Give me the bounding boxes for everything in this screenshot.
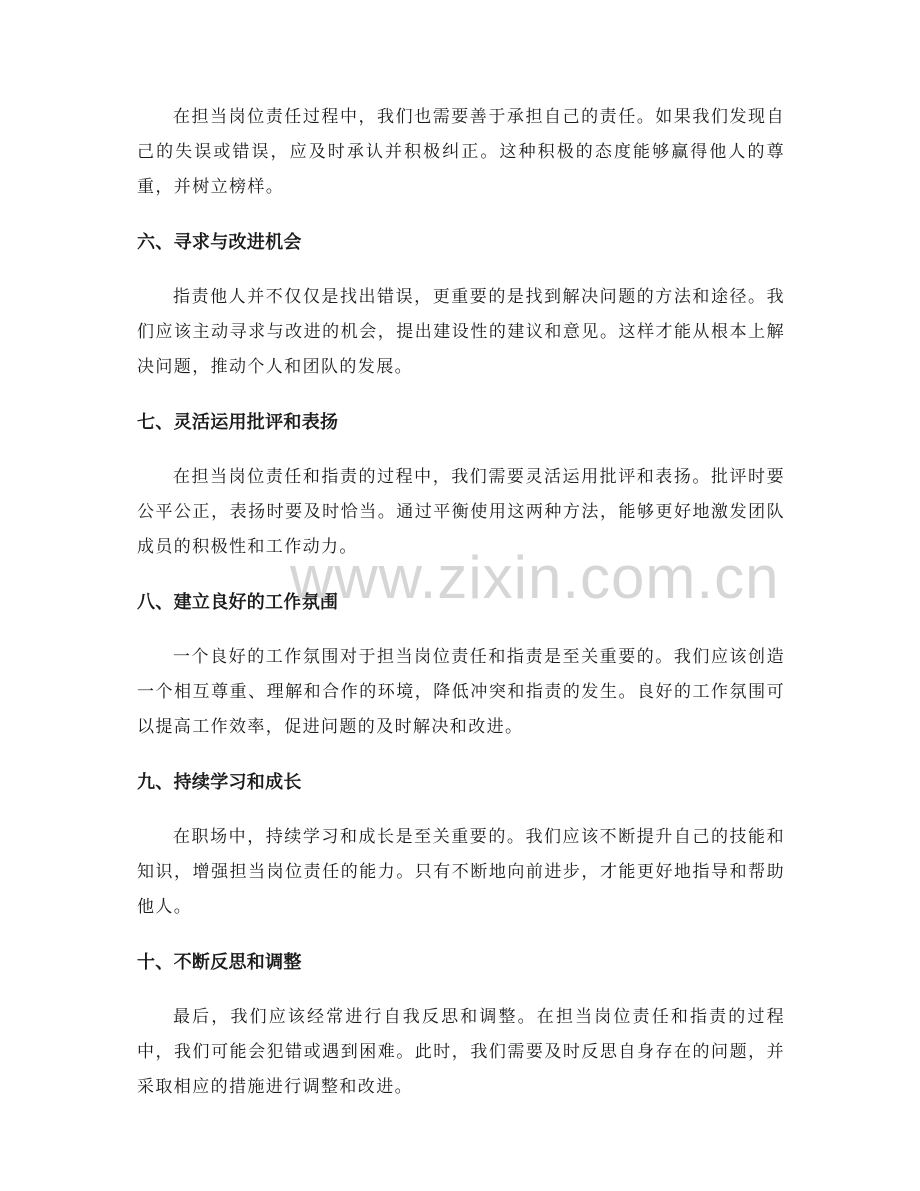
paragraph-section-10: 最后，我们应该经常进行自我反思和调整。在担当岗位责任和指责的过程中，我们可能会犯错或遇到困难。此时，我们需要及时反思自身存在的问题，并采取相应的措施进行调整和改进。 (137, 1007, 785, 1097)
paragraph-self-responsibility: 在担当岗位责任过程中，我们也需要善于承担自己的责任。如果我们发现自己的失误或错误，应及时承认并积极纠正。这种积极的态度能够赢得他人的尊重，并树立榜样。 (137, 107, 785, 197)
heading-section-10: 十、不断反思和调整 (137, 952, 302, 973)
watermark-text: www.zixin.com.cn (290, 544, 780, 611)
paragraph-section-8: 一个良好的工作氛围对于担当岗位责任和指责是至关重要的。我们应该创造一个相互尊重、理解和合作的环境，降低冲突和指责的发生。良好的工作氛围可以提高工作效率，促进问题的及时解决和改进。 (137, 647, 785, 737)
heading-section-7: 七、灵活运用批评和表扬 (137, 412, 339, 433)
heading-section-8: 八、建立良好的工作氛围 (137, 592, 339, 613)
paragraph-section-6: 指责他人并不仅仅是找出错误，更重要的是找到解决问题的方法和途径。我们应该主动寻求与改进的机会，提出建设性的建议和意见。这样才能从根本上解决问题，推动个人和团队的发展。 (137, 287, 785, 377)
paragraph-section-7: 在担当岗位责任和指责的过程中，我们需要灵活运用批评和表扬。批评时要公平公正，表扬时要及时恰当。通过平衡使用这两种方法，能够更好地激发团队成员的积极性和工作动力。 (137, 467, 785, 557)
heading-section-9: 九、持续学习和成长 (137, 772, 302, 793)
heading-section-6: 六、寻求与改进机会 (137, 232, 302, 253)
paragraph-section-9: 在职场中，持续学习和成长是至关重要的。我们应该不断提升自己的技能和知识，增强担当岗位责任的能力。只有不断地向前进步，才能更好地指导和帮助他人。 (137, 827, 785, 917)
